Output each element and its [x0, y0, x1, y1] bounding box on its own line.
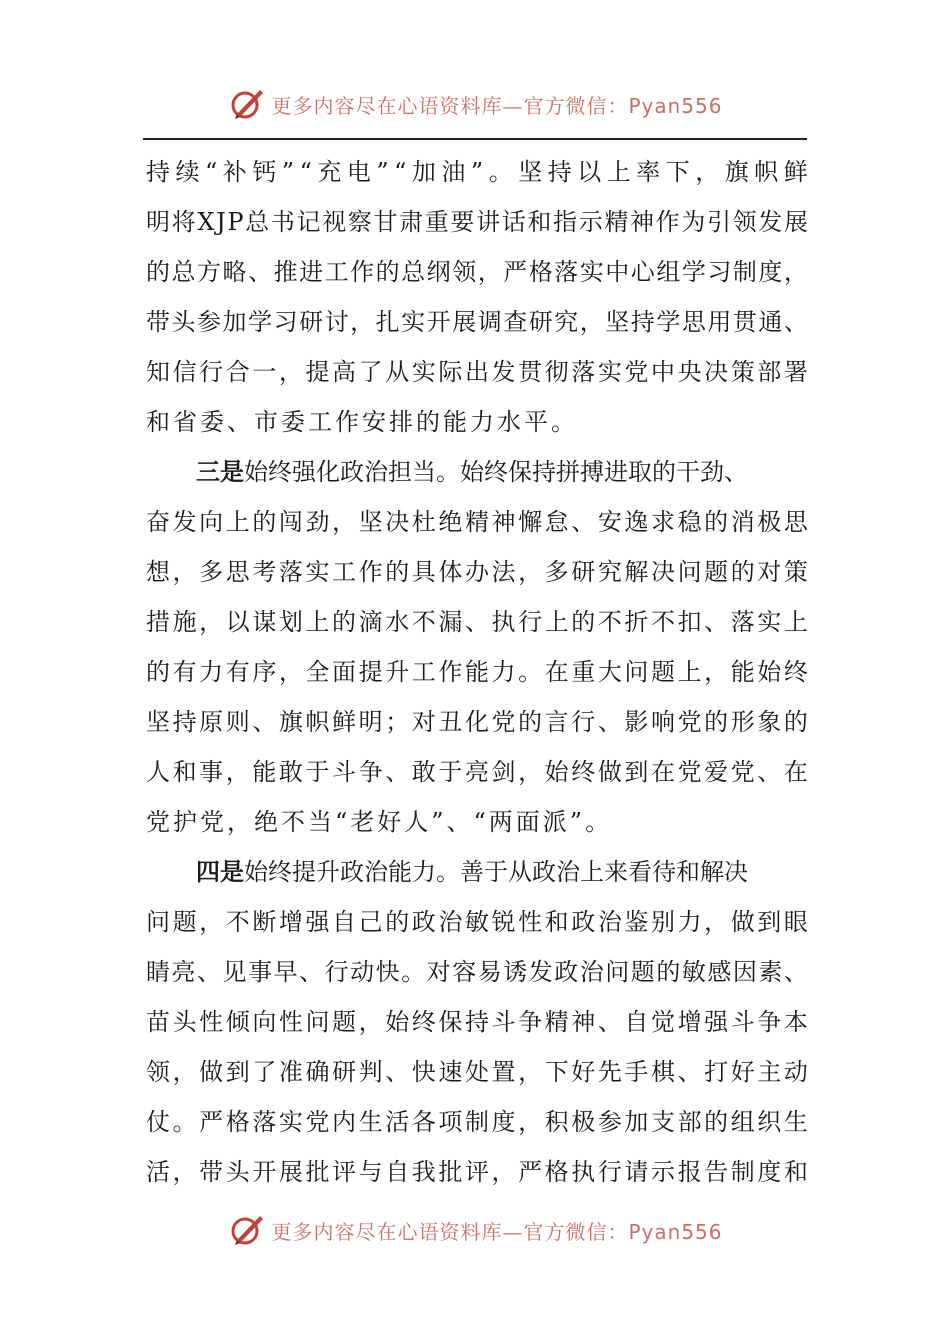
text-line: 明 将 X J P 总 书 记 视 察 甘 肃 重 要 讲 话 和 指 示 精 神 作 为 引 领 发 展: [146, 208, 808, 236]
text-line: 的 有 力 有 序 ， 全 面 提 升 工 作 能 力 。 在 重 大 问 题 上 ， 能 始 终: [146, 658, 808, 686]
text-line: 持 续 “ 补 钙 ” “ 充 电 ” “ 加 油 ” 。 坚 持 以 上 率 下 ， 旗 帜 鲜: [146, 158, 808, 186]
text-line: 坚 持 原 则 、 旗 帜 鲜 明 ； 对 丑 化 党 的 言 行 、 影 响 党 的 形 象 的: [146, 708, 808, 736]
text-line: 仗 。 严 格 落 实 党 内 生 活 各 项 制 度 ， 积 极 参 加 支 部 的 组 织 生: [146, 1108, 808, 1136]
text-line: 领 ， 做 到 了 准 确 研 判 、 快 速 处 置 ， 下 好 先 手 棋 、 打 好 主 动: [146, 1058, 808, 1086]
banner-wechat-id: Pyan556: [628, 1219, 723, 1244]
paragraph-lead: 三是: [196, 457, 244, 486]
text-line: 人 和 事 ， 能 敢 于 斗 争 、 敢 于 亮 剑 ， 始 终 做 到 在 党 爱 党 、 在: [146, 758, 808, 786]
text-line: 党护党，绝不当“老好人”、“两面派”。: [146, 808, 613, 836]
document-body: [146, 147, 808, 1197]
banner-slogan: 更多内容尽在心语资料库—官方微信：: [271, 93, 629, 118]
paragraph-lead: 四是: [196, 857, 244, 886]
text-line: 奋 发 向 上 的 闯 劲 ， 坚 决 杜 绝 精 神 懈 怠 、 安 逸 求 稳 的 消 极 思: [146, 508, 808, 536]
text-line: 睛 亮 、 见 事 早 、 行 动 快 。 对 容 易 诱 发 政 治 问 题 的 敏 感 因 素 、: [146, 958, 808, 986]
paragraph-first-line: [146, 847, 808, 897]
text-line: 和省委、市委工作安排的能力水平。: [146, 408, 578, 436]
banner-text: [271, 90, 722, 119]
text-line: 想 ， 多 思 考 落 实 工 作 的 具 体 办 法 ， 多 研 究 解 决 问 题 的 对 策: [146, 558, 808, 586]
text-line: 苗 头 性 倾 向 性 问 题 ， 始 终 保 持 斗 争 精 神 、 自 觉 增 强 斗 争 本: [146, 1008, 808, 1036]
footer-watermark-banner: [0, 1210, 950, 1250]
header-watermark-banner: [0, 84, 950, 124]
banner-wechat-id: Pyan556: [628, 93, 723, 118]
text-line: 知 信 行 合 一 ， 提 高 了 从 实 际 出 发 贯 彻 落 实 党 中 央 决 策 部 署: [146, 358, 808, 386]
text-line: 问 题 ， 不 断 增 强 自 己 的 政 治 敏 锐 性 和 政 治 鉴 别 力 ， 做 到 眼: [146, 908, 808, 936]
text-line: 始终强化政治担当。始终保持拼搏进取的干劲、: [244, 458, 748, 486]
pen-logo-icon: [227, 84, 267, 124]
banner-text: [271, 1216, 722, 1245]
text-line: 活 ， 带 头 开 展 批 评 与 自 我 批 评 ， 严 格 执 行 请 示 报 告 制 度 和: [146, 1158, 808, 1186]
text-line: 始终提升政治能力。善于从政治上来看待和解决: [244, 858, 748, 886]
text-line: 措 施 ， 以 谋 划 上 的 滴 水 不 漏 、 执 行 上 的 不 折 不 扣 、 落 实 上: [146, 608, 808, 636]
pen-logo-icon: [227, 1210, 267, 1250]
header-rule: [143, 138, 807, 140]
banner-slogan: 更多内容尽在心语资料库—官方微信：: [271, 1219, 629, 1244]
text-line: 的 总 方 略 、 推 进 工 作 的 总 纲 领 ， 严 格 落 实 中 心 组 学 习 制 度 ，: [146, 258, 808, 286]
text-line: 带 头 参 加 学 习 研 讨 ， 扎 实 开 展 调 查 研 究 ， 坚 持 学 思 用 贯 通 、: [146, 308, 808, 336]
paragraph-first-line: [146, 447, 808, 497]
